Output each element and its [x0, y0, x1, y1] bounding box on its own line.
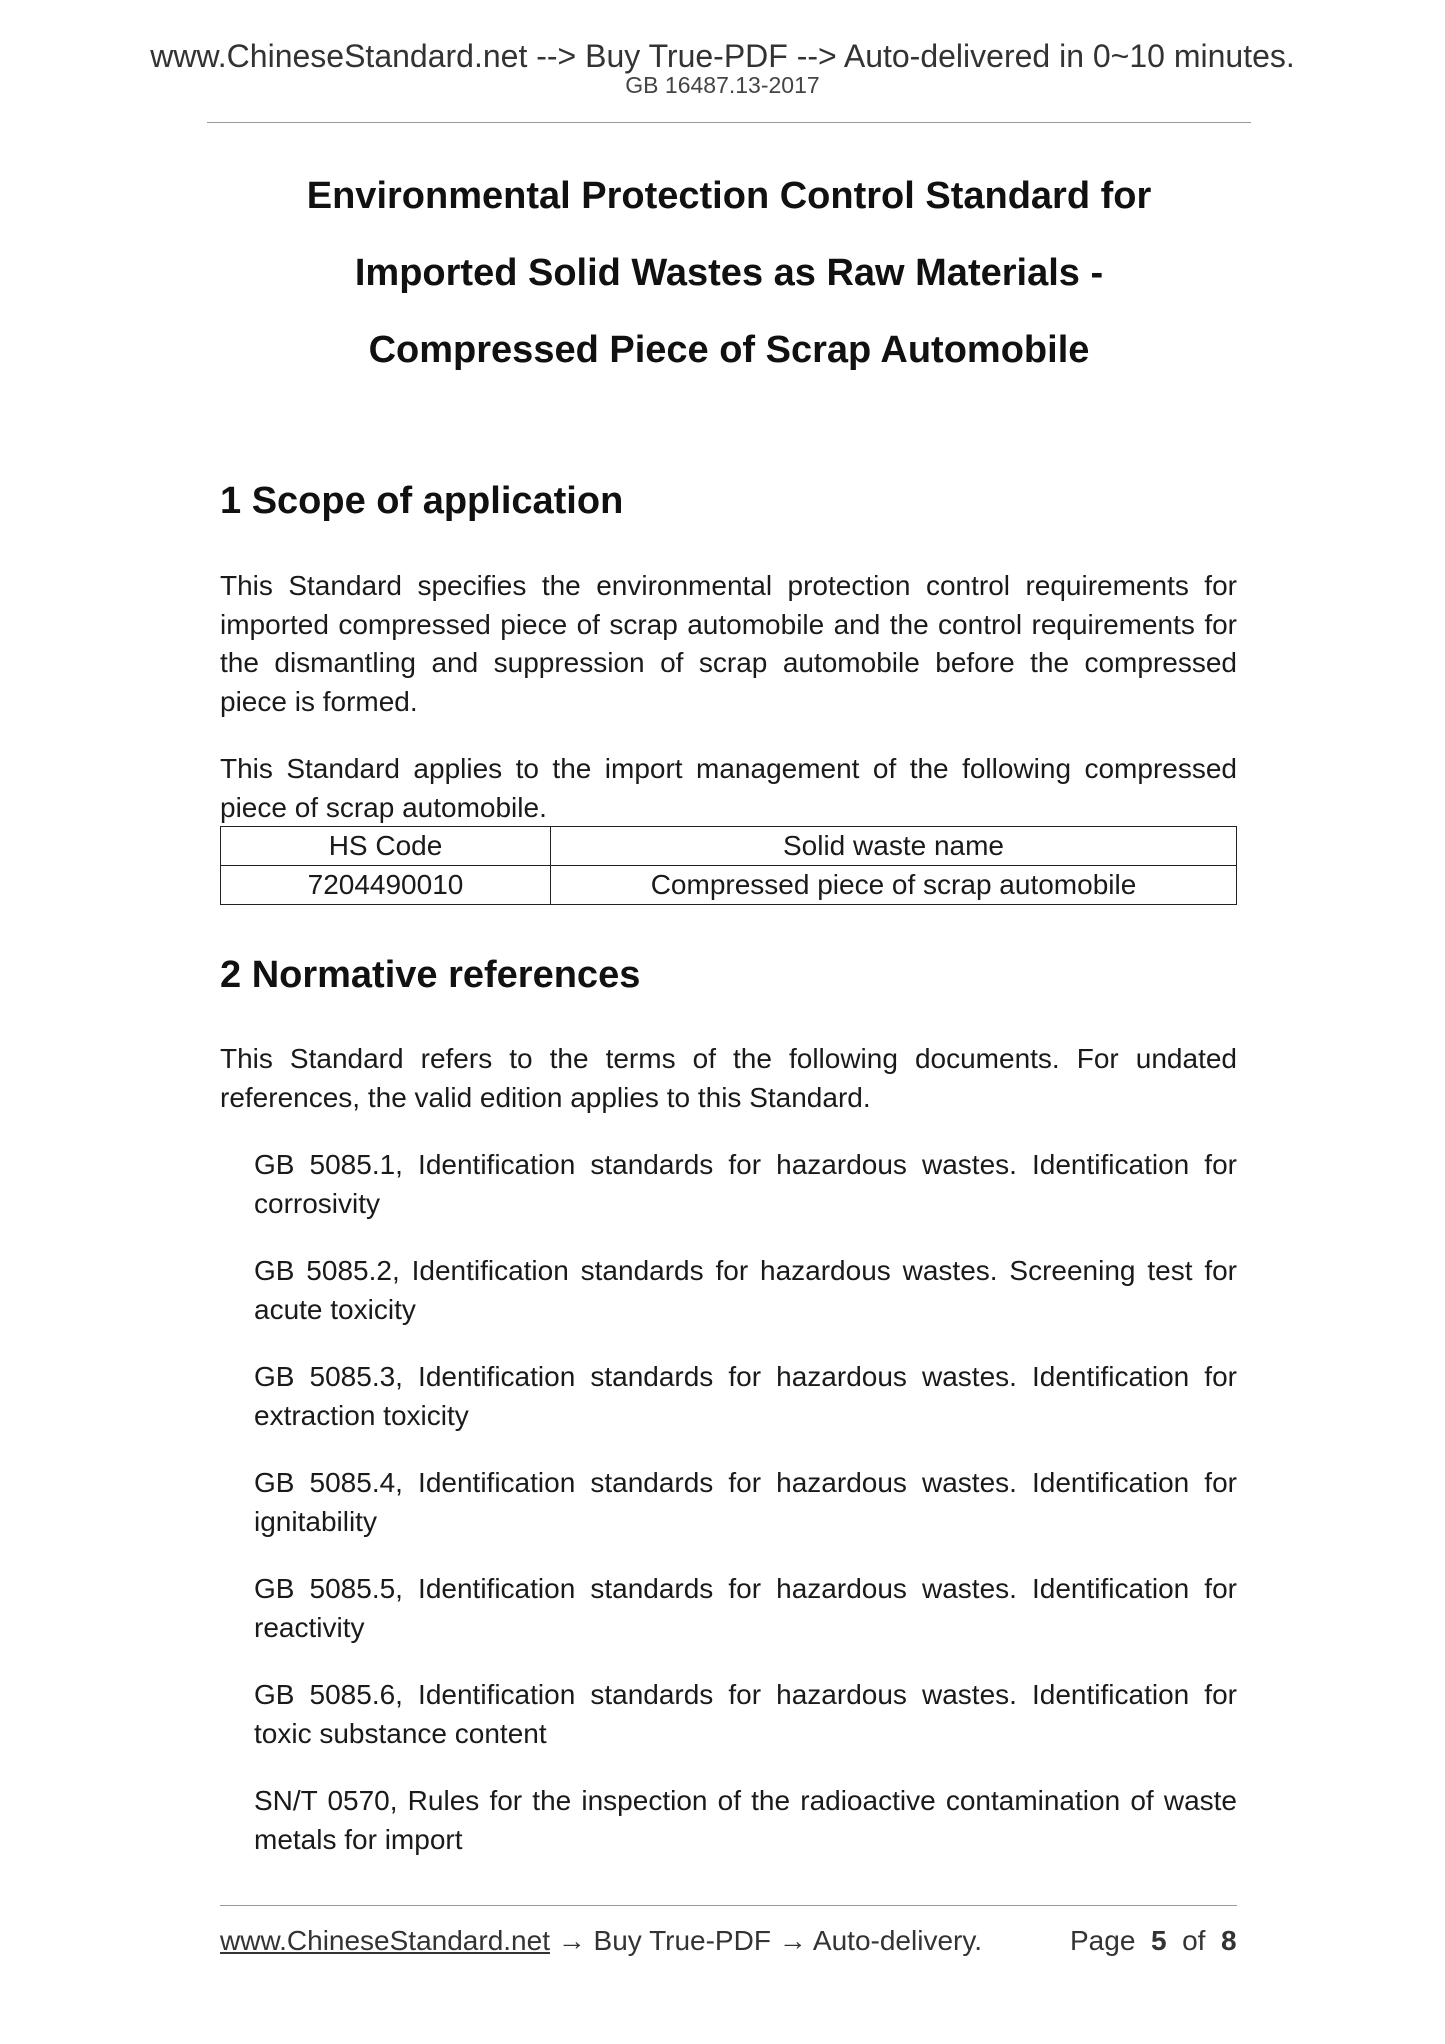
site-banner: www.ChineseStandard.net --> Buy True-PDF --> Auto-delivered in 0~10 minutes. [150, 38, 1295, 74]
reference-item: GB 5085.4, Identification standards for hazardous wastes. Identification for ignitability [254, 1467, 1237, 1537]
hs-code-table [220, 826, 1237, 905]
page-total: 8 [1221, 1925, 1237, 1956]
section-2-heading: 2 Normative references [220, 954, 641, 996]
table-header-row [221, 827, 1237, 866]
footer-tagline: → Buy True-PDF → Auto-delivery. [549, 1925, 983, 1956]
reference-item: GB 5085.5, Identification standards for hazardous wastes. Identification for reactivity [254, 1573, 1237, 1643]
page-indicator [1070, 1927, 1237, 1955]
page-label: Page [1070, 1925, 1136, 1956]
reference-item: GB 5085.1, Identification standards for hazardous wastes. Identification for corrosivity [254, 1149, 1237, 1219]
table-header-cell: HS Code [221, 827, 551, 866]
header-divider [207, 122, 1251, 123]
standard-number: GB 16487.13-2017 [625, 72, 820, 98]
reference-item: GB 5085.2, Identification standards for hazardous wastes. Screening test for acute toxicity [254, 1255, 1237, 1325]
footer-links [220, 1927, 982, 1955]
document-title [207, 170, 1251, 401]
table-row [221, 866, 1237, 905]
table-header-cell: Solid waste name [551, 827, 1237, 866]
footer-site-link[interactable]: www.ChineseStandard.net [220, 1925, 550, 1956]
scope-paragraph-2: This Standard applies to the import management of the following compressed piece of scrap automobile. [220, 753, 1237, 823]
reference-list [254, 1146, 1237, 1888]
page-of-label: of [1182, 1925, 1206, 1956]
title-line-1: Environmental Protection Control Standard for [306, 175, 1152, 217]
title-line-3: Compressed Piece of Scrap Automobile [368, 329, 1090, 371]
references-intro-paragraph: This Standard refers to the terms of the following documents. For undated references, the valid edition applies to this Standard. [220, 1043, 1237, 1113]
table-cell: Compressed piece of scrap automobile [551, 866, 1237, 905]
table-cell: 7204490010 [221, 866, 551, 905]
scope-paragraph-1: This Standard specifies the environmental protection control requirements for imported compressed piece of scrap automobile and the control requirements for the dismantling and suppression of scrap automobile before the compressed piece is formed. [220, 570, 1237, 717]
title-line-2: Imported Solid Wastes as Raw Materials - [354, 252, 1104, 294]
section-1-heading: 1 Scope of application [220, 480, 624, 522]
footer-divider [220, 1905, 1237, 1906]
reference-item: SN/T 0570, Rules for the inspection of the radioactive contamination of waste metals for import [254, 1785, 1237, 1855]
reference-item: GB 5085.3, Identification standards for hazardous wastes. Identification for extraction toxicity [254, 1361, 1237, 1431]
page-current: 5 [1150, 1925, 1167, 1956]
reference-item: GB 5085.6, Identification standards for hazardous wastes. Identification for toxic substance content [254, 1679, 1237, 1749]
